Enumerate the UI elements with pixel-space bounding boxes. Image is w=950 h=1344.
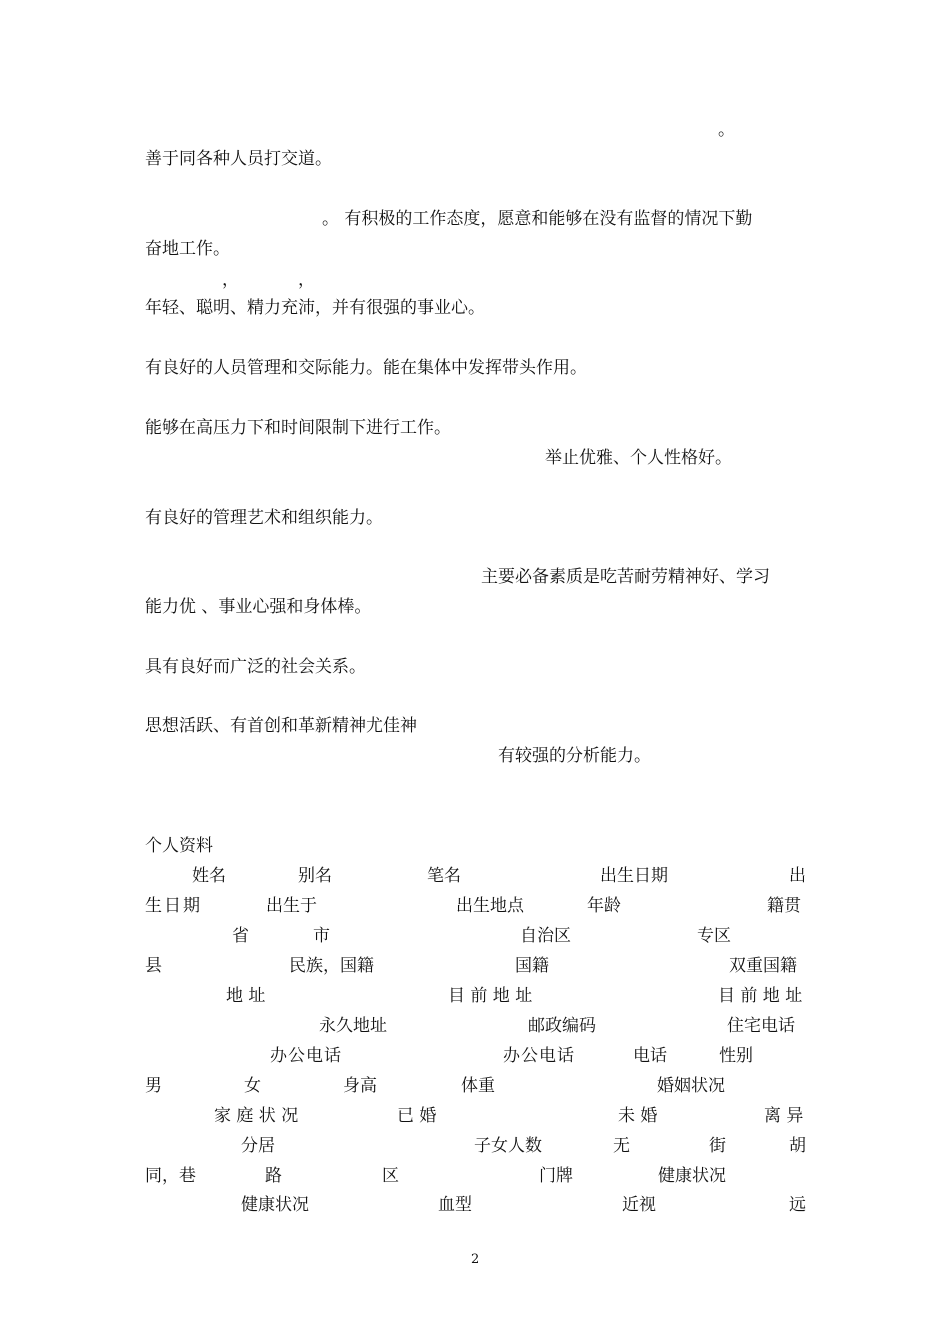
text-line-communication: 善于同各种人员打交道。	[145, 149, 332, 169]
text-line-comma-a: ，	[222, 270, 239, 290]
profile-label: 县	[145, 956, 162, 976]
text-line-analysis: 有较强的分析能力。	[498, 746, 651, 766]
profile-label: 身高	[343, 1076, 377, 1096]
profile-label: 生日期	[145, 896, 202, 916]
profile-label: 离 异	[764, 1106, 804, 1126]
profile-label: 目 前 地 址	[718, 986, 803, 1006]
profile-label: 电话	[633, 1046, 667, 1066]
profile-label: 市	[313, 926, 330, 946]
profile-label: 专区	[697, 926, 731, 946]
profile-label: 民族，国籍	[289, 956, 374, 976]
profile-label: 办公电话	[270, 1046, 342, 1066]
profile-label: 住宅电话	[727, 1016, 795, 1036]
profile-label: 血型	[438, 1195, 472, 1215]
profile-label: 体重	[461, 1076, 495, 1096]
profile-label: 地 址	[226, 986, 266, 1006]
text-line-organization: 有良好的管理艺术和组织能力。	[145, 508, 383, 528]
text-line-comma-b: ，	[298, 270, 315, 290]
profile-label: 双重国籍	[729, 956, 797, 976]
profile-label: 婚姻状况	[657, 1076, 725, 1096]
text-line-young-smart: 年轻、聪明、精力充沛，并有很强的事业心。	[145, 298, 485, 318]
profile-label: 出	[789, 866, 806, 886]
text-line-pressure: 能够在高压力下和时间限制下进行工作。	[145, 418, 451, 438]
profile-label: 健康状况	[658, 1166, 726, 1186]
profile-label: 省	[232, 926, 249, 946]
profile-label: 目 前 地 址	[448, 986, 533, 1006]
profile-label: 邮政编码	[528, 1016, 596, 1036]
text-line-work-attitude: 。 有积极的工作态度，愿意和能够在没有监督的情况下勤	[322, 209, 753, 229]
profile-label: 出生日期	[600, 866, 668, 886]
profile-label: 女	[244, 1076, 261, 1096]
text-line-work-attitude-cont: 奋地工作。	[145, 239, 230, 259]
profile-label: 门牌	[539, 1166, 573, 1186]
profile-label: 国籍	[515, 956, 549, 976]
text-line-innovation: 思想活跃、有首创和革新精神尤佳神	[145, 716, 417, 736]
profile-label: 胡	[789, 1136, 806, 1156]
text-line-relations: 具有良好而广泛的社会关系。	[145, 657, 366, 677]
profile-label: 籍贯	[767, 896, 801, 916]
profile-label: 同，巷	[145, 1166, 196, 1186]
text-line-period: 。	[718, 120, 735, 140]
profile-label: 路	[265, 1166, 282, 1186]
profile-label: 健康状况	[241, 1195, 309, 1215]
profile-label: 远	[789, 1195, 806, 1215]
profile-label: 姓名	[192, 866, 226, 886]
profile-label: 年龄	[587, 896, 621, 916]
text-line-qualities: 主要必备素质是吃苦耐劳精神好、学习	[481, 567, 770, 587]
profile-label: 性别	[719, 1046, 753, 1066]
profile-label: 办公电话	[503, 1046, 575, 1066]
profile-label: 子女人数	[474, 1136, 542, 1156]
profile-label: 近视	[622, 1195, 656, 1215]
profile-label: 出生地点	[456, 896, 524, 916]
profile-label: 已 婚	[397, 1106, 437, 1126]
profile-label: 区	[382, 1166, 399, 1186]
profile-label: 自治区	[520, 926, 571, 946]
profile-label: 永久地址	[319, 1016, 387, 1036]
profile-label: 街	[709, 1136, 726, 1156]
section-heading-profile: 个人资料	[145, 836, 213, 856]
page-number: 2	[471, 1252, 480, 1267]
profile-label: 男	[145, 1076, 162, 1096]
profile-label: 出生于	[266, 896, 317, 916]
text-line-qualities-cont: 能力优 、事业心强和身体棒。	[145, 597, 372, 617]
profile-label: 分居	[241, 1136, 275, 1156]
profile-label: 无	[613, 1136, 630, 1156]
profile-label: 未 婚	[618, 1106, 658, 1126]
profile-label: 笔名	[427, 866, 461, 886]
profile-label: 别名	[298, 866, 332, 886]
text-line-manners: 举止优雅、个人性格好。	[545, 448, 732, 468]
profile-label: 家 庭 状 况	[214, 1106, 299, 1126]
text-line-management-social: 有良好的人员管理和交际能力。能在集体中发挥带头作用。	[145, 358, 587, 378]
